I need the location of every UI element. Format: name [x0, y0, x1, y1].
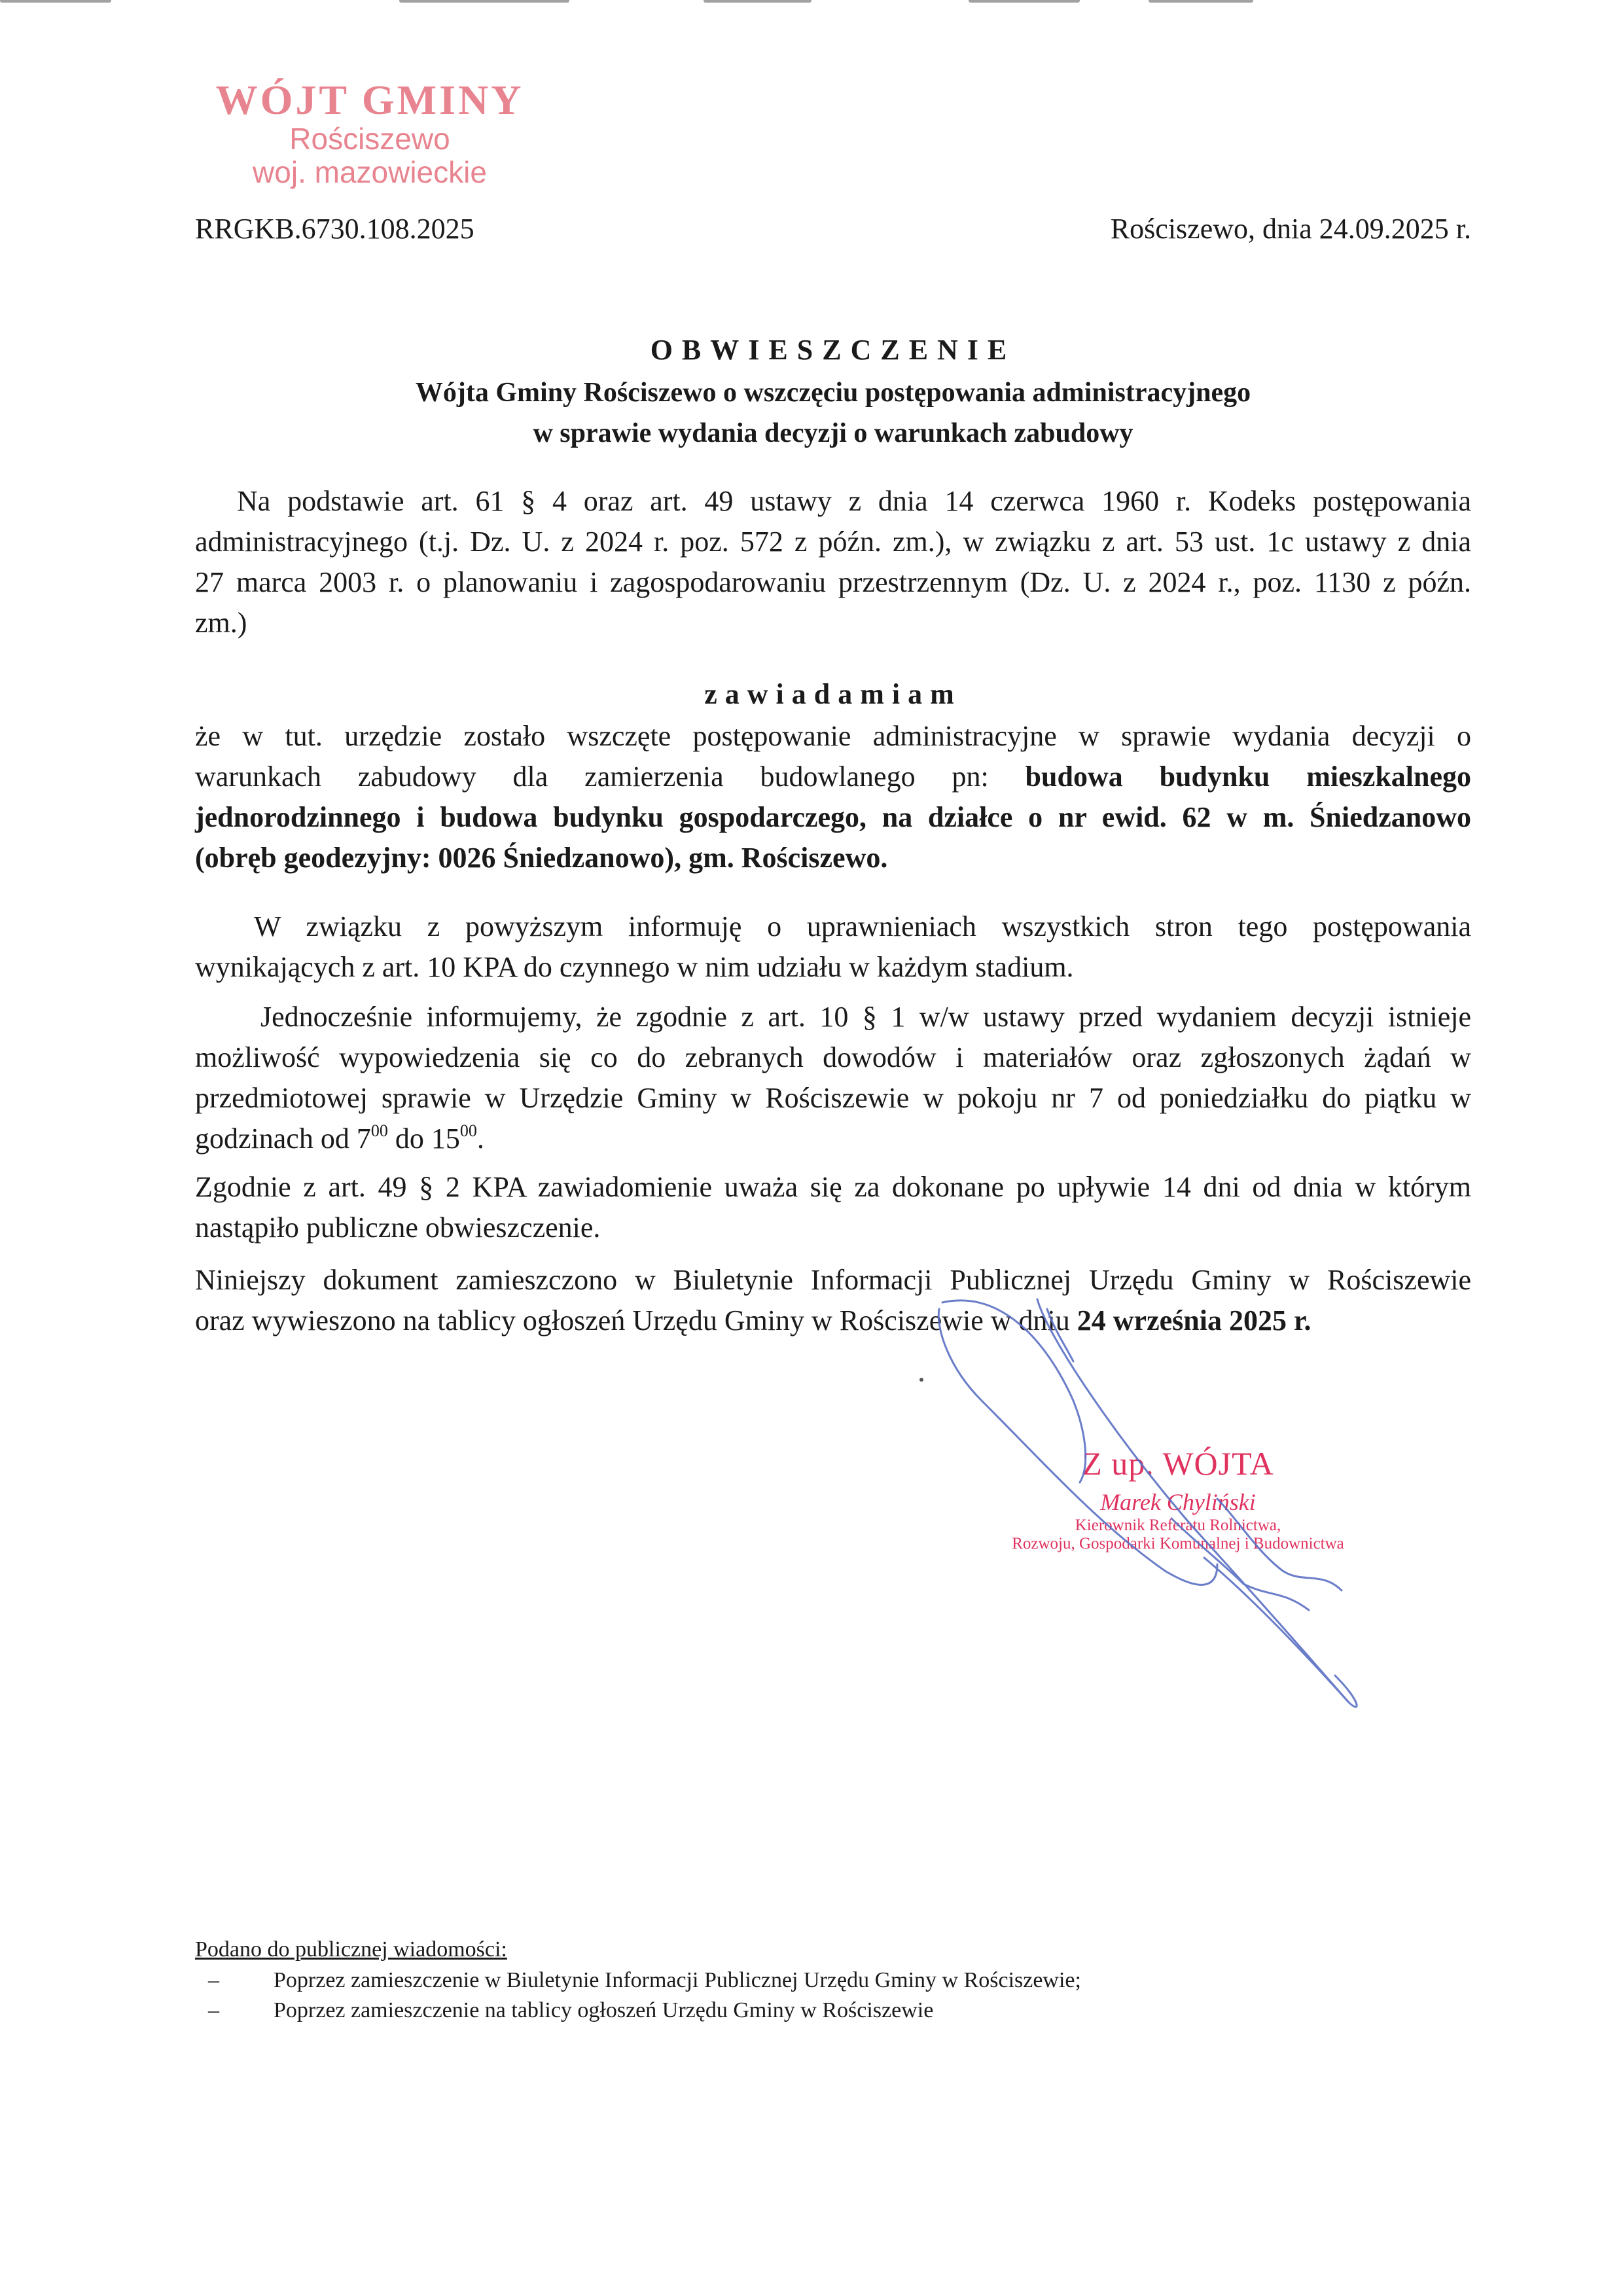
text-segment: administracyjnego (t.j. Dz. U. z 2024 r. poz. 572 z późn. zm.), w związku z art. 53 ust. 1c ustawy z dnia	[195, 526, 1471, 558]
footer-heading: Podano do publicznej wiadomości:	[195, 1937, 507, 1962]
reference-number: RRGKB.6730.108.2025	[195, 213, 474, 245]
text-segment: W związku z powyższym informuję o uprawnieniach wszystkich stron tego postępowania	[254, 910, 1471, 942]
footer-list-item	[195, 1996, 1081, 2026]
text-segment: możliwość wypowiedzenia się co do zebranych dowodów i materiałów oraz zgłoszonych żądań w	[195, 1041, 1471, 1073]
superscript-text: 00	[370, 1121, 388, 1140]
paragraph-evidence	[195, 997, 1471, 1159]
text-segment: Na podstawie art. 61 § 4 oraz art. 49 ustawy z dnia 14 czerwca 1960 r. Kodeks postępowania	[237, 485, 1471, 517]
footer-list-item	[195, 1965, 1081, 1996]
text-line	[195, 522, 1471, 562]
office-stamp	[209, 77, 530, 190]
scan-artifact	[969, 0, 1080, 3]
bold-text: budowa budynku mieszkalnego	[1025, 761, 1472, 793]
text-segment: .	[476, 1122, 484, 1155]
scan-artifact	[0, 0, 111, 3]
stamp-line-3: woj. mazowieckie	[253, 155, 487, 189]
stamp-line-1: WÓJT GMINY	[215, 77, 524, 123]
footer-dash: –	[208, 1968, 219, 1992]
scan-artifact	[1149, 0, 1253, 3]
signature-stamp-authority: Z up. WÓJTA	[1082, 1445, 1274, 1482]
text-line	[195, 562, 1471, 603]
signature-stroke	[1204, 1558, 1348, 1702]
announce-heading: zawiadamiam	[704, 678, 962, 710]
text-segment: 27 marca 2003 r. o planowaniu i zagospodarowaniu przestrzennym (Dz. U. z 2024 r., poz. 1130 z późn.	[195, 566, 1471, 598]
text-line	[195, 1037, 1471, 1078]
text-line	[195, 906, 1471, 947]
signature-stamp-role-2: Rozwoju, Gospodarki Komunalnej i Budownictwa	[1012, 1535, 1344, 1552]
text-line	[195, 1208, 1471, 1248]
distribution-footer	[195, 1934, 1081, 2026]
paragraph-proceedings	[195, 716, 1471, 878]
text-segment: oraz wywieszono na tablicy ogłoszeń Urzędu Gminy w Rościszewie w dniu	[195, 1304, 1077, 1336]
scan-artifact	[704, 0, 812, 3]
text-line	[195, 838, 1471, 878]
text-segment: Niniejszy dokument zamieszczono w Biuletynie Informacji Publicznej Urzędu Gminy w Rościszewie	[195, 1264, 1471, 1296]
text-line	[195, 997, 1471, 1037]
text-line	[195, 947, 1471, 988]
text-line	[195, 603, 1471, 643]
ink-dot	[919, 1378, 923, 1382]
text-line	[195, 481, 1471, 522]
document-subtitle-line-2: w sprawie wydania decyzji o warunkach zabudowy	[533, 418, 1133, 448]
paragraph-legal-basis	[195, 481, 1471, 643]
stamp-line-2: Rościszewo	[289, 122, 450, 156]
text-segment: do 15	[387, 1122, 460, 1155]
text-line	[195, 1119, 1471, 1159]
paragraph-rights	[195, 906, 1471, 988]
document-subtitle-line-1: Wójta Gminy Rościszewo o wszczęciu postępowania administracyjnego	[415, 378, 1251, 408]
document-title: OBWIESZCZENIE	[650, 334, 1016, 366]
text-segment: przedmiotowej sprawie w Urzędzie Gminy w Rościszewie w pokoju nr 7 od poniedziałku do piątku w	[195, 1082, 1471, 1114]
scan-artifact	[399, 0, 569, 3]
place-date: Rościszewo, dnia 24.09.2025 r.	[1110, 213, 1471, 245]
text-segment: zm.)	[195, 607, 247, 639]
bold-text: (obręb geodezyjny: 0026 Śniedzanowo), gm. Rościszewo.	[195, 842, 888, 874]
text-segment: warunkach zabudowy dla zamierzenia budowlanego pn:	[195, 761, 1026, 793]
text-line	[195, 716, 1471, 757]
footer-item-text: Poprzez zamieszczenie w Biuletynie Informacji Publicznej Urzędu Gminy w Rościszewie;	[274, 1968, 1081, 1992]
footer-dash: –	[208, 1998, 219, 2022]
text-segment: Zgodnie z art. 49 § 2 KPA zawiadomienie uważa się za dokonane po upływie 14 dni od dnia w którym	[195, 1171, 1471, 1203]
text-line	[195, 797, 1471, 838]
text-segment: wynikających z art. 10 KPA do czynnego w nim udziału w każdym stadium.	[195, 951, 1074, 983]
text-segment: nastąpiło publiczne obwieszczenie.	[195, 1211, 601, 1244]
text-segment: że w tut. urzędzie zostało wszczęte postępowanie administracyjne w sprawie wydania decyzji o	[195, 720, 1471, 752]
footer-item-text: Poprzez zamieszczenie na tablicy ogłoszeń Urzędu Gminy w Rościszewie	[274, 1998, 934, 2022]
handwritten-signature	[851, 1283, 1440, 1741]
text-line	[195, 757, 1471, 797]
bold-text: 24 września 2025 r.	[1077, 1304, 1311, 1336]
superscript-text: 00	[459, 1121, 477, 1140]
signature-stroke	[1037, 1299, 1357, 1707]
signature-stroke	[938, 1309, 1217, 1585]
bold-text: jednorodzinnego i budowa budynku gospodarczego, na działce o nr ewid. 62 w m. Śniedzanowo	[195, 801, 1471, 833]
signature-stamp-role-1: Kierownik Referatu Rolnictwa,	[1075, 1516, 1281, 1534]
signature-stroke	[1171, 1518, 1309, 1610]
text-line	[195, 1167, 1471, 1208]
text-line	[195, 1078, 1471, 1119]
signature-stroke	[942, 1300, 1086, 1482]
paragraph-notification	[195, 1167, 1471, 1248]
signature-stroke	[1047, 1309, 1073, 1361]
text-segment: godzinach od 7	[195, 1122, 371, 1155]
text-segment: Jednocześnie informujemy, że zgodnie z art. 10 § 1 w/w ustawy przed wydaniem decyzji istnieje	[260, 1001, 1471, 1033]
signature-stamp-name: Marek Chyliński	[1100, 1489, 1256, 1515]
